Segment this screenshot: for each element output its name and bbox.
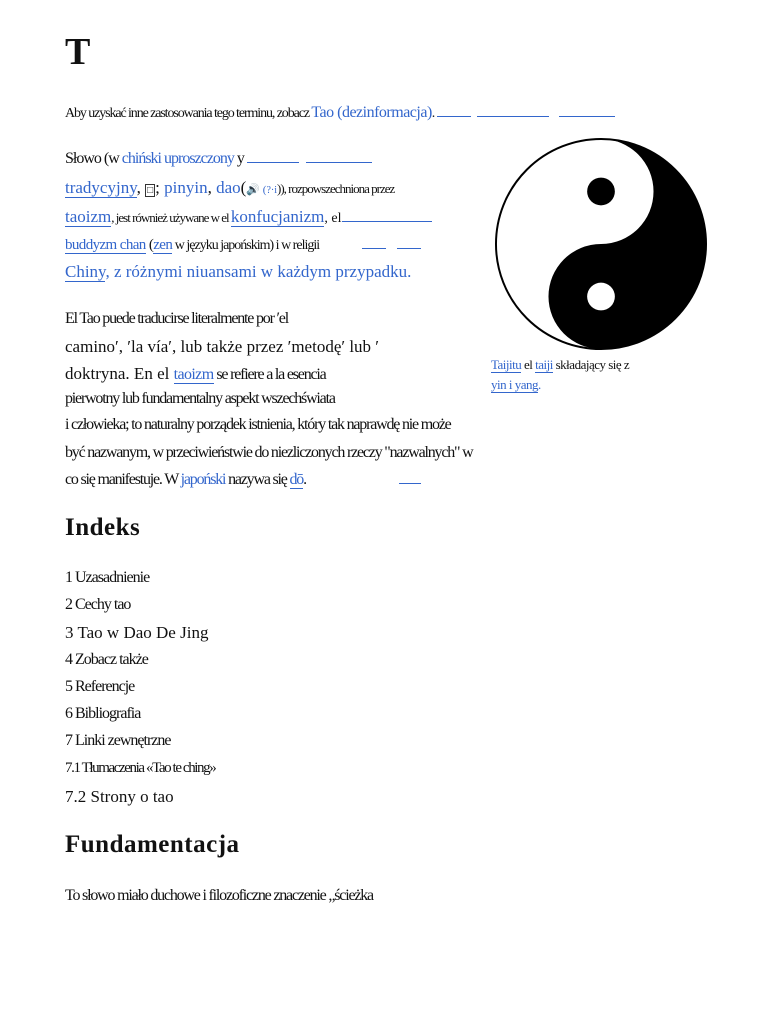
para2-line-2: camino′, ′la vía′, lub także przez ′metodę′ lub ′	[65, 337, 380, 356]
toc-item-linki-zewnetrzne[interactable]: 7 Linki zewnętrzne	[65, 732, 171, 749]
para2-line-7	[65, 471, 421, 489]
para2-text: co się manifestuje. W	[65, 471, 181, 488]
para2-text: nazywa się	[225, 471, 290, 488]
link-underline[interactable]	[362, 236, 386, 249]
intro-text: , el	[324, 211, 342, 226]
link-underline[interactable]	[342, 209, 432, 222]
audio-help-link[interactable]: ?	[266, 185, 271, 196]
para2-line-6: być nazwanym, w przeciwieństwie do niezliczonych rzeczy "nazwalnych" w	[65, 444, 473, 461]
link-underline[interactable]	[477, 104, 549, 117]
page-title: T	[65, 31, 88, 73]
intro-text: Słowo (w	[65, 150, 122, 167]
intro-text: y	[233, 150, 244, 167]
intro-text: )), rozpowszechniona przez	[277, 181, 395, 196]
link-dao[interactable]: dao	[216, 178, 241, 197]
link-taiji[interactable]: taiji	[535, 357, 553, 372]
toc-item-tao-w-dao-de-jing[interactable]: 3 Tao w Dao De Jing	[65, 623, 209, 642]
intro-line-3	[65, 207, 432, 227]
para2-text: doktryna. En el	[65, 364, 174, 383]
toc-item-cechy-tao[interactable]: 2 Cechy tao	[65, 596, 131, 613]
link-konfucjanizm[interactable]: konfucjanizm	[230, 207, 325, 226]
link-underline[interactable]	[397, 236, 421, 249]
para2-text: .	[303, 471, 306, 488]
intro-line-2	[65, 178, 394, 198]
toc-item-bibliografia[interactable]: 6 Bibliografia	[65, 705, 141, 722]
section-paragraph: To słowo miało duchowe i filozoficzne znaczenie „ścieżka	[65, 887, 373, 904]
para2-line-3	[65, 364, 326, 384]
para2-line-4: pierwotny lub fundamentalny aspekt wszechświata	[65, 390, 335, 407]
link-underline[interactable]	[399, 471, 421, 484]
intro-text: ,	[136, 178, 146, 197]
para2-line-1: El Tao puede traducirse literalmente por ′el	[65, 310, 288, 327]
missing-glyph: □	[147, 185, 154, 196]
intro-line-5	[65, 262, 411, 282]
caption-text: składający się z	[552, 357, 630, 372]
link-underline[interactable]	[247, 150, 299, 163]
link-buddyzm-chan[interactable]: buddyzm chan	[65, 237, 146, 253]
disambiguation-tail: .	[431, 106, 435, 121]
link-chinski-uproszczony[interactable]: chiński uproszczony	[121, 150, 234, 167]
link-taijitu[interactable]: Taijitu	[491, 357, 522, 372]
figure-caption-line-2	[491, 377, 541, 393]
yin-yang-image[interactable]	[493, 137, 709, 351]
intro-text: (	[145, 237, 154, 253]
intro-text: ,	[207, 178, 217, 197]
link-tradycyjny[interactable]: tradycyjny	[65, 178, 137, 197]
figure-caption-line-1	[491, 357, 629, 373]
intro-text: , jest również używane w el	[111, 210, 231, 225]
toc-item-uzasadnienie[interactable]: 1 Uzasadnienie	[65, 569, 150, 586]
intro-text: , z różnymi niuansami w każdym przypadku.	[105, 262, 412, 281]
link-zen[interactable]: zen	[153, 237, 173, 253]
intro-text: ;	[155, 178, 165, 197]
toc-heading: Indeks	[65, 514, 141, 541]
link-pinyin[interactable]: pinyin	[164, 178, 208, 197]
section-heading: Fundamentacja	[65, 831, 240, 858]
toc-item-zobacz-takze[interactable]: 4 Zobacz także	[65, 651, 148, 668]
link-do[interactable]: dō	[289, 471, 304, 488]
intro-line-1	[65, 150, 372, 168]
para2-text: se refiere a la esencia	[213, 366, 326, 383]
audio-link[interactable]: (	[262, 184, 267, 196]
disambiguation-link[interactable]: Tao (dezinformacja)	[311, 104, 432, 121]
speaker-icon[interactable]: 🔊	[246, 184, 263, 196]
link-underline[interactable]	[437, 104, 471, 117]
intro-text: w języku japońskim) i w religii	[172, 238, 320, 253]
audio-info-link[interactable]: ·i	[270, 185, 277, 196]
toc-item-strony-o-tao[interactable]: 7.2 Strony o tao	[65, 787, 174, 806]
para2-line-5: i człowieka; to naturalny porządek istnienia, który tak naprawdę nie może	[65, 416, 451, 433]
link-japonski[interactable]: japoński	[180, 471, 226, 488]
link-taoizm-2[interactable]: taoizm	[173, 366, 214, 383]
link-chiny[interactable]: Chiny	[65, 262, 106, 281]
toc-item-tlumaczenia[interactable]: 7.1 Tłumaczenia «Tao te ching»	[65, 760, 216, 776]
toc-item-referencje[interactable]: 5 Referencje	[65, 678, 135, 695]
caption-text: .	[538, 377, 541, 392]
link-underline[interactable]	[559, 104, 615, 117]
disambiguation-text: Aby uzyskać inne zastosowania tego terminu, zobacz	[65, 106, 312, 121]
link-yin-i-yang[interactable]: yin i yang	[491, 377, 538, 392]
intro-line-4	[65, 236, 421, 254]
disambiguation-note	[65, 104, 615, 122]
link-underline[interactable]	[306, 150, 372, 163]
caption-text: el	[521, 357, 536, 372]
link-taoizm[interactable]: taoizm	[65, 207, 112, 226]
intro-text: (	[240, 178, 247, 197]
